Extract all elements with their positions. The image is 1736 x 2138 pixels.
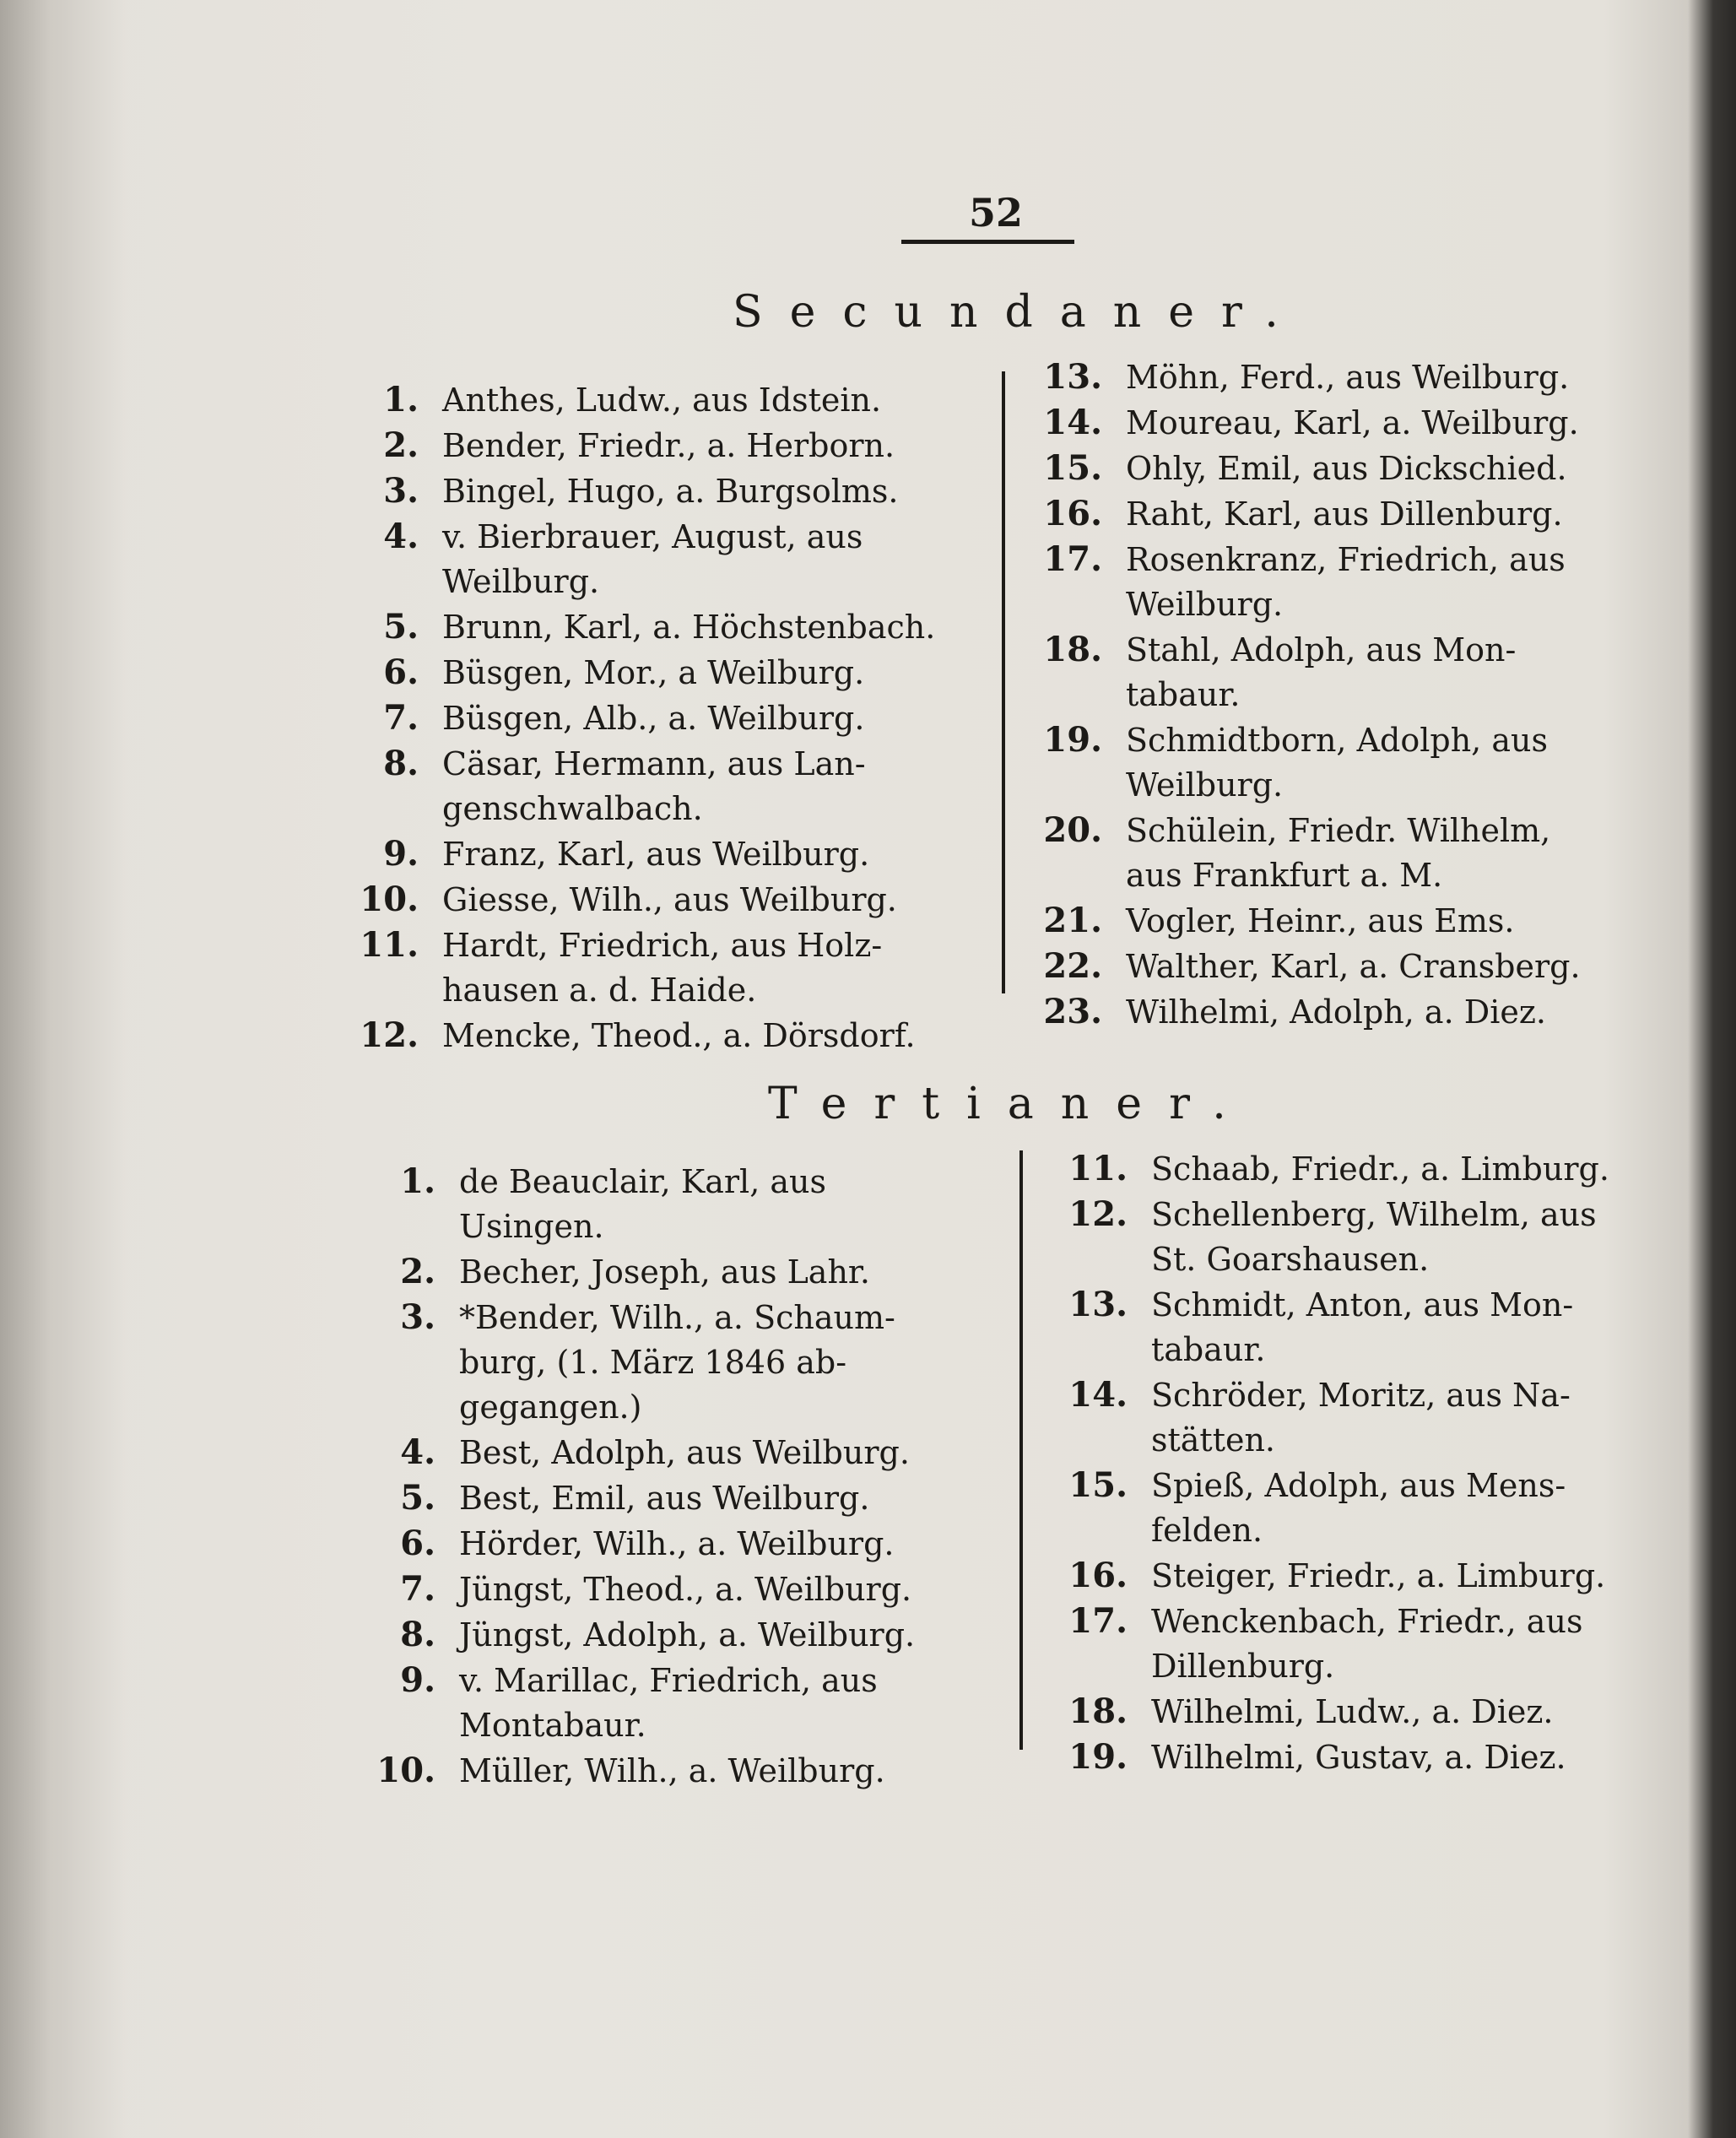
list-item [1046, 1599, 1713, 1689]
entry-name: Müller, Wilh., a. Weilburg. [459, 1752, 885, 1789]
entry-name: v. Bierbrauer, August, aus [442, 518, 863, 555]
entry-name: Jüngst, Theod., a. Weilburg. [459, 1571, 912, 1608]
list-item [338, 423, 962, 468]
list-item [1021, 491, 1696, 537]
list-item [354, 1159, 1013, 1249]
entry-name: Hörder, Wilh., a. Weilburg. [459, 1525, 895, 1562]
entry-continuation: felden. [1151, 1512, 1263, 1549]
entry-name: Rosenkranz, Friedrich, aus [1126, 541, 1566, 578]
entry-number: 12. [1068, 1194, 1128, 1234]
entry-name: v. Marillac, Friedrich, aus [459, 1662, 878, 1699]
entry-number: 20. [1043, 810, 1102, 850]
entry-name: Best, Emil, aus Weilburg. [459, 1480, 870, 1517]
list-item [1021, 446, 1696, 491]
entry-number: 4. [400, 1432, 435, 1472]
entry-number: 17. [1043, 539, 1102, 579]
entry-name: Raht, Karl, aus Dillenburg. [1126, 495, 1563, 533]
entry-number: 5. [400, 1478, 435, 1518]
entry-continuation: Usingen. [459, 1208, 604, 1245]
entry-number: 3. [400, 1297, 435, 1337]
entry-number: 11. [360, 925, 419, 965]
list-item [1021, 944, 1696, 989]
entry-number: 14. [1043, 403, 1102, 442]
entry-name: Anthes, Ludw., aus Idstein. [442, 382, 882, 419]
entry-number: 16. [1068, 1556, 1128, 1595]
entry-number: 2. [383, 425, 419, 465]
entry-number: 7. [383, 698, 419, 738]
entry-continuation: tabaur. [1151, 1331, 1266, 1368]
entry-name: Schaab, Friedr., a. Limburg. [1151, 1150, 1609, 1188]
list-item [354, 1612, 1013, 1658]
entry-name: Büsgen, Alb., a. Weilburg. [442, 700, 865, 737]
entry-number: 17. [1068, 1601, 1128, 1641]
entry-name: Steiger, Friedr., a. Limburg. [1151, 1557, 1606, 1594]
entry-name: Jüngst, Adolph, a. Weilburg. [459, 1616, 916, 1654]
entry-name: Möhn, Ferd., aus Weilburg. [1126, 359, 1570, 396]
list-item [338, 1013, 962, 1058]
column-divider [1019, 1150, 1023, 1750]
tertianer-left-column [354, 1159, 1013, 1794]
entry-name: Walther, Karl, a. Cransberg. [1126, 948, 1581, 985]
entry-continuation: aus Frankfurt a. M. [1126, 857, 1443, 894]
entry-continuation: Dillenburg. [1151, 1648, 1335, 1685]
entry-continuation: Montabaur. [459, 1707, 646, 1744]
entry-name: Brunn, Karl, a. Höchstenbach. [442, 609, 936, 646]
entry-name: Büsgen, Mor., a Weilburg. [442, 654, 865, 691]
entry-number: 8. [400, 1615, 435, 1654]
entry-number: 16. [1043, 494, 1102, 533]
page-number-rule [901, 240, 1074, 244]
list-item [338, 877, 962, 923]
entry-name: Mencke, Theod., a. Dörsdorf. [442, 1017, 916, 1054]
list-item [354, 1249, 1013, 1295]
entry-number: 10. [376, 1751, 435, 1790]
entry-number: 1. [383, 380, 419, 419]
entry-number: 15. [1068, 1465, 1128, 1505]
list-item [1021, 355, 1696, 400]
entry-number: 3. [383, 471, 419, 511]
entry-name: Franz, Karl, aus Weilburg. [442, 836, 870, 873]
entry-number: 8. [383, 744, 419, 783]
entry-name: Moureau, Karl, a. Weilburg. [1126, 404, 1579, 441]
entry-continuation: burg, (1. März 1846 ab- [459, 1344, 847, 1381]
entry-name: Wilhelmi, Gustav, a. Diez. [1151, 1739, 1566, 1776]
list-item [338, 741, 962, 831]
list-item [1046, 1735, 1713, 1780]
entry-number: 10. [360, 880, 419, 919]
entry-name: Hardt, Friedrich, aus Holz- [442, 927, 883, 964]
list-item [354, 1430, 1013, 1475]
list-item [338, 831, 962, 877]
list-item [1046, 1146, 1713, 1192]
list-item [1021, 627, 1696, 717]
list-item [338, 514, 962, 604]
entry-number: 22. [1043, 946, 1102, 986]
list-item [1021, 537, 1696, 627]
entry-name: Ohly, Emil, aus Dickschied. [1126, 450, 1567, 487]
entry-name: Giesse, Wilh., aus Weilburg. [442, 881, 897, 918]
list-item [1046, 1372, 1713, 1463]
list-item [354, 1521, 1013, 1567]
list-item [1046, 1689, 1713, 1735]
entry-number: 11. [1068, 1149, 1128, 1188]
list-item [1046, 1463, 1713, 1553]
entry-name: Bender, Friedr., a. Herborn. [442, 427, 895, 464]
page-number: 52 [968, 190, 1023, 235]
entry-name: Schellenberg, Wilhelm, aus [1151, 1196, 1597, 1233]
tertianer-right-column [1046, 1146, 1713, 1780]
list-item [338, 604, 962, 650]
list-item [354, 1658, 1013, 1748]
entry-continuation: genschwalbach. [442, 790, 703, 827]
entry-name: Best, Adolph, aus Weilburg. [459, 1434, 910, 1471]
list-item [354, 1475, 1013, 1521]
entry-name: Bingel, Hugo, a. Burgsolms. [442, 473, 899, 510]
entry-name: Wilhelmi, Ludw., a. Diez. [1151, 1693, 1554, 1730]
entry-number: 13. [1068, 1285, 1128, 1324]
entry-number: 14. [1068, 1375, 1128, 1415]
entry-number: 4. [383, 517, 419, 556]
entry-number: 19. [1068, 1737, 1128, 1777]
entry-number: 9. [383, 834, 419, 874]
list-item [1046, 1282, 1713, 1372]
secundaner-left-column [338, 377, 962, 1058]
entry-number: 15. [1043, 448, 1102, 488]
entry-number: 1. [400, 1161, 435, 1201]
list-item [1046, 1192, 1713, 1282]
entry-name: Schülein, Friedr. Wilhelm, [1126, 812, 1551, 849]
entry-name: de Beauclair, Karl, aus [459, 1163, 826, 1200]
entry-name: Cäsar, Hermann, aus Lan- [442, 745, 866, 782]
entry-continuation: hausen a. d. Haide. [442, 972, 757, 1009]
entry-number: 21. [1043, 901, 1102, 940]
section-title-secundaner: Secundaner. [733, 287, 1306, 338]
column-divider [1002, 371, 1005, 993]
entry-number: 9. [400, 1660, 435, 1700]
list-item [354, 1567, 1013, 1612]
entry-number: 12. [360, 1015, 419, 1055]
entry-continuation: gegangen.) [459, 1388, 642, 1426]
list-item [1046, 1553, 1713, 1599]
list-item [354, 1748, 1013, 1794]
entry-number: 18. [1068, 1691, 1128, 1731]
list-item [338, 923, 962, 1013]
list-item [1021, 808, 1696, 898]
entry-name: Wilhelmi, Adolph, a. Diez. [1126, 993, 1546, 1031]
entry-continuation: Weilburg. [442, 563, 600, 600]
entry-number: 6. [383, 652, 419, 692]
entry-name: *Bender, Wilh., a. Schaum- [459, 1299, 895, 1336]
entry-number: 2. [400, 1252, 435, 1291]
entry-continuation: St. Goarshausen. [1151, 1241, 1430, 1278]
entry-number: 6. [400, 1524, 435, 1563]
list-item [354, 1295, 1013, 1430]
list-item [338, 468, 962, 514]
page-gutter-shadow [0, 0, 127, 2138]
entry-name: Wenckenbach, Friedr., aus [1151, 1603, 1583, 1640]
entry-number: 19. [1043, 720, 1102, 760]
entry-number: 18. [1043, 630, 1102, 669]
list-item [338, 696, 962, 741]
entry-name: Spieß, Adolph, aus Mens- [1151, 1467, 1566, 1504]
list-item [338, 377, 962, 423]
list-item [338, 650, 962, 696]
list-item [1021, 400, 1696, 446]
entry-name: Vogler, Heinr., aus Ems. [1126, 902, 1515, 939]
section-title-tertianer: Tertianer. [768, 1079, 1253, 1129]
entry-name: Schmidtborn, Adolph, aus [1126, 722, 1548, 759]
entry-name: Becher, Joseph, aus Lahr. [459, 1253, 871, 1291]
entry-name: Stahl, Adolph, aus Mon- [1126, 631, 1517, 668]
entry-number: 5. [383, 607, 419, 647]
entry-continuation: Weilburg. [1126, 766, 1284, 804]
secundaner-right-column [1021, 355, 1696, 1035]
entry-continuation: tabaur. [1126, 676, 1241, 713]
entry-continuation: Weilburg. [1126, 586, 1284, 623]
entry-number: 13. [1043, 357, 1102, 397]
list-item [1021, 717, 1696, 808]
entry-number: 7. [400, 1569, 435, 1609]
entry-name: Schmidt, Anton, aus Mon- [1151, 1286, 1574, 1323]
entry-name: Schröder, Moritz, aus Na- [1151, 1377, 1571, 1414]
list-item [1021, 898, 1696, 944]
entry-number: 23. [1043, 992, 1102, 1031]
list-item [1021, 989, 1696, 1035]
entry-continuation: stätten. [1151, 1421, 1276, 1459]
